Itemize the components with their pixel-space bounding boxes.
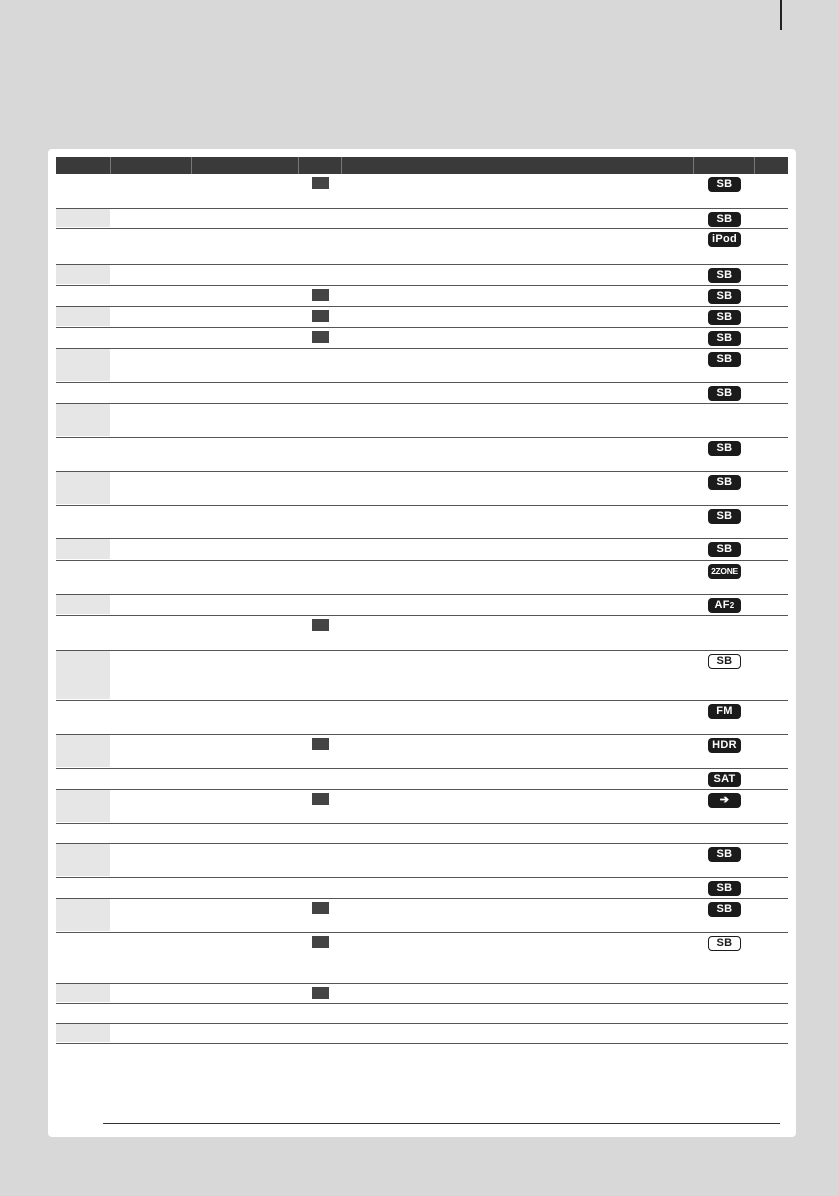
row-label-cell [56,1024,110,1043]
row-label-cell [56,506,110,538]
table-row [56,438,788,472]
source-badge: SB [708,331,741,346]
row-label-cell [56,790,110,823]
source-badge: iPod [708,232,741,247]
table-row [56,349,788,383]
table-row [56,506,788,539]
table-row [56,701,788,735]
source-badge: SB [708,847,741,862]
row-label-cell [56,307,110,327]
table-row [56,878,788,899]
table-row [56,844,788,878]
row-label-cell [56,878,110,898]
availability-mark [312,331,329,343]
row-label-cell [56,701,110,734]
source-badge: SB [708,310,741,325]
table-row [56,265,788,286]
table-row [56,616,788,651]
header-col-5 [342,157,694,174]
table-row [56,209,788,229]
source-badge: SB [708,386,741,401]
header-col-3 [192,157,299,174]
table-row [56,984,788,1004]
table-row [56,595,788,616]
source-badge: SB [708,475,741,490]
source-badge: SB [708,509,741,524]
table-row [56,286,788,307]
row-label-cell [56,561,110,594]
table-row [56,899,788,933]
function-table [56,157,788,1044]
row-label-cell [56,286,110,306]
table-row [56,539,788,561]
page-sheet [48,149,796,1137]
row-label-cell [56,383,110,403]
table-row [56,383,788,404]
row-label-cell [56,735,110,768]
table-row [56,404,788,438]
header-col-1 [56,157,111,174]
row-label-cell [56,1004,110,1023]
header-col-2 [111,157,192,174]
availability-mark [312,793,329,805]
source-badge: SB [708,936,741,951]
row-label-cell [56,229,110,264]
source-badge: SB [708,352,741,367]
row-label-cell [56,844,110,877]
source-badge: SB [708,542,741,557]
row-label-cell [56,404,110,437]
row-label-cell [56,899,110,932]
table-row [56,307,788,328]
source-badge: SB [708,268,741,283]
row-label-cell [56,328,110,348]
table-row [56,328,788,349]
header-col-4 [299,157,342,174]
availability-mark [312,902,329,914]
availability-mark [312,310,329,322]
source-badge: HDR [708,738,741,753]
table-row [56,472,788,506]
source-badge: SB [708,654,741,669]
crop-mark [780,0,782,30]
availability-mark [312,619,329,631]
header-col-6 [694,157,755,174]
availability-mark [312,936,329,948]
table-row [56,651,788,701]
source-badge: SB [708,881,741,896]
row-label-cell [56,651,110,700]
footer-rule [103,1123,780,1124]
source-badge: FM [708,704,741,719]
row-label-cell [56,984,110,1003]
source-badge: AF2 [708,598,741,613]
table-row [56,933,788,984]
table-row [56,1024,788,1044]
availability-mark [312,738,329,750]
table-row [56,174,788,209]
availability-mark [312,987,329,999]
availability-mark [312,289,329,301]
source-badge: SB [708,177,741,192]
table-row [56,561,788,595]
row-label-cell [56,616,110,650]
table-row [56,790,788,824]
source-badge: ➔ [708,793,741,808]
table-header [56,157,788,174]
row-label-cell [56,824,110,843]
source-badge: SB [708,212,741,227]
row-label-cell [56,933,110,983]
row-label-cell [56,539,110,560]
table-row [56,1004,788,1024]
row-label-cell [56,349,110,382]
source-badge: SB [708,289,741,304]
table-row [56,735,788,769]
table-row [56,229,788,265]
table-body [56,174,788,1044]
table-row [56,824,788,844]
availability-mark [312,177,329,189]
row-label-cell [56,472,110,505]
table-row [56,769,788,790]
row-label-cell [56,265,110,285]
source-badge: SB [708,441,741,456]
row-label-cell [56,595,110,615]
header-col-7 [755,157,788,174]
source-badge: SAT [708,772,741,787]
row-label-cell [56,174,110,208]
row-label-cell [56,769,110,789]
row-label-cell [56,438,110,471]
row-label-cell [56,209,110,228]
source-badge: 2ZONE [708,564,741,579]
source-badge: SB [708,902,741,917]
